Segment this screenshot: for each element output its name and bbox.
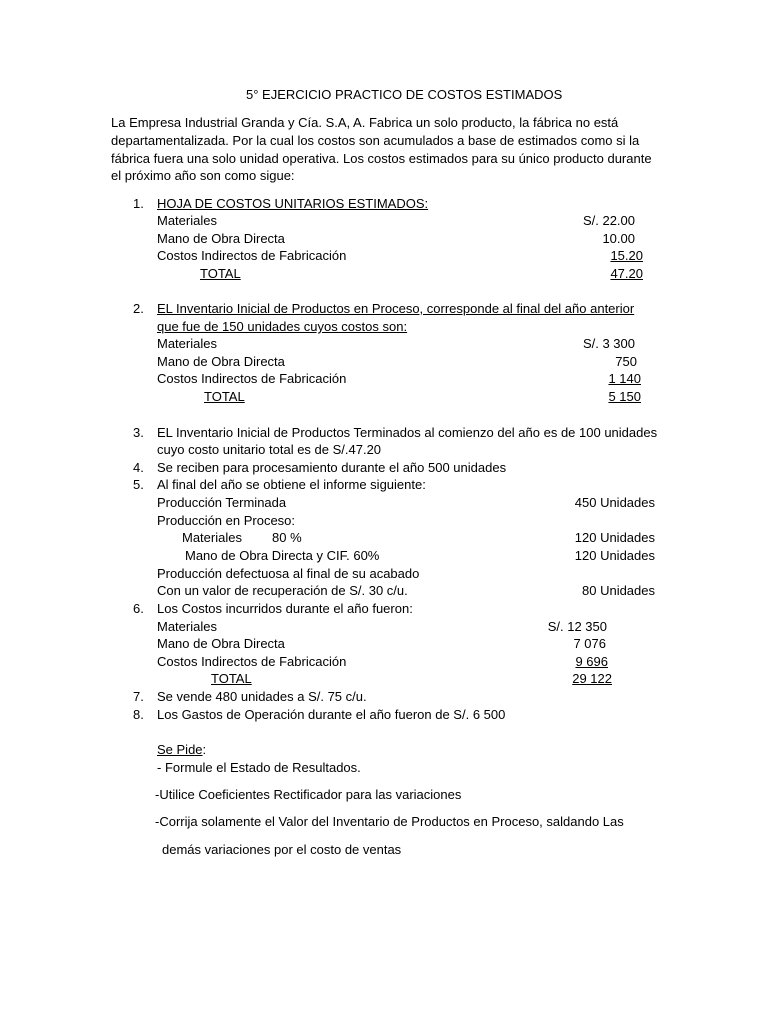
item-1-row-label: Mano de Obra Directa	[157, 231, 285, 246]
defectuosa-line-2: Con un valor de recuperación de S/. 30 c/u.	[157, 583, 408, 598]
se-pide-heading	[157, 742, 206, 758]
item-2-row-label: Costos Indirectos de Fabricación	[157, 371, 347, 386]
defectuosa-units: 80 Unidades	[582, 583, 655, 598]
item-2-row-value: 1 140	[608, 371, 641, 386]
item-4-text: Se reciben para procesamiento durante el año 500 unidades	[157, 460, 507, 475]
materiales-percent: 80 %	[272, 530, 302, 545]
item-1-row-label: Materiales	[157, 213, 217, 228]
intro-line-4: el próximo año son como sigue:	[111, 168, 295, 183]
item-2-total-value: 5 150	[608, 389, 641, 404]
item-6-text: Los Costos incurridos durante el año fueron:	[157, 601, 413, 616]
item-2-row-label: Mano de Obra Directa	[157, 354, 285, 369]
intro-line-2: departamentalizada. Por la cual los costos son acumulados a base de estimados como si la	[111, 133, 640, 148]
se-pide-colon: :	[202, 742, 207, 757]
mano-obra-cif-units: 120 Unidades	[574, 548, 655, 563]
item-6-total-value: 29 122	[572, 671, 612, 686]
se-pide-line: demás variaciones por el costo de ventas	[162, 842, 402, 857]
item-1-total-value: 47.20	[610, 266, 643, 281]
produccion-terminada-value: 450 Unidades	[574, 495, 655, 510]
item-6-total-label: TOTAL	[211, 671, 252, 686]
item-6-row-value: 9 696	[575, 654, 608, 669]
item-3-line-1: EL Inventario Inicial de Productos Terminados al comienzo del año es de 100 unidades	[157, 425, 658, 440]
item-6-number: 6.	[133, 601, 144, 616]
item-2-number: 2.	[133, 301, 144, 316]
item-3-number: 3.	[133, 425, 144, 440]
item-2-heading-line-1: EL Inventario Inicial de Productos en Proceso, corresponde al final del año anterior	[157, 301, 635, 316]
item-3-line-2: cuyo costo unitario total es de S/.47.20	[157, 442, 382, 457]
item-6-row-label: Materiales	[157, 619, 217, 634]
item-1-row-value: S/. 22.00	[582, 213, 635, 228]
se-pide-line: -Corrija solamente el Valor del Inventario de Productos en Proceso, saldando Las	[155, 814, 624, 829]
materiales-label: Materiales	[182, 530, 242, 545]
item-8-number: 8.	[133, 707, 144, 722]
item-1-row-value: 10.00	[602, 231, 635, 246]
item-6-row-label: Mano de Obra Directa	[157, 636, 285, 651]
item-4-number: 4.	[133, 460, 144, 475]
item-2-total-label: TOTAL	[204, 389, 245, 404]
item-7-text: Se vende 480 unidades a S/. 75 c/u.	[157, 689, 367, 704]
page-title: 5° EJERCICIO PRACTICO DE COSTOS ESTIMADOS	[246, 87, 563, 102]
item-1-number: 1.	[133, 196, 144, 211]
item-7-number: 7.	[133, 689, 144, 704]
produccion-terminada-label: Producción Terminada	[157, 495, 287, 510]
item-5-text: Al final del año se obtiene el informe siguiente:	[157, 477, 426, 492]
mano-obra-cif-label: Mano de Obra Directa y CIF. 60%	[185, 548, 380, 563]
item-1-heading: HOJA DE COSTOS UNITARIOS ESTIMADOS:	[157, 196, 429, 211]
item-1-total-label: TOTAL	[200, 266, 241, 281]
se-pide-line: -Utilice Coeficientes Rectificador para las variaciones	[155, 787, 462, 802]
item-1-row-label: Costos Indirectos de Fabricación	[157, 248, 347, 263]
materiales-units: 120 Unidades	[574, 530, 655, 545]
item-5-number: 5.	[133, 477, 144, 492]
se-pide-line: - Formule el Estado de Resultados.	[157, 760, 361, 775]
produccion-proceso-label: Producción en Proceso:	[157, 513, 296, 528]
item-2-row-value: S/. 3 300	[582, 336, 635, 351]
item-6-row-label: Costos Indirectos de Fabricación	[157, 654, 347, 669]
item-2-heading-line-2: que fue de 150 unidades cuyos costos son:	[157, 319, 408, 334]
se-pide-label: Se Pide	[157, 742, 203, 757]
defectuosa-line-1: Producción defectuosa al final de su acabado	[157, 566, 420, 581]
intro-line-3: fábrica fuera una solo unidad operativa. Los costos estimados para su único producto durante	[111, 151, 652, 166]
intro-line-1: La Empresa Industrial Granda y Cía. S.A, A. Fabrica un solo producto, la fábrica no está	[111, 115, 619, 130]
item-6-row-value: S/. 12 350	[547, 619, 607, 634]
item-8-text: Los Gastos de Operación durante el año fueron de S/. 6 500	[157, 707, 506, 722]
item-6-row-value: 7 076	[573, 636, 606, 651]
item-2-row-value: 750	[615, 354, 637, 369]
item-1-row-value: 15.20	[610, 248, 643, 263]
item-2-row-label: Materiales	[157, 336, 217, 351]
